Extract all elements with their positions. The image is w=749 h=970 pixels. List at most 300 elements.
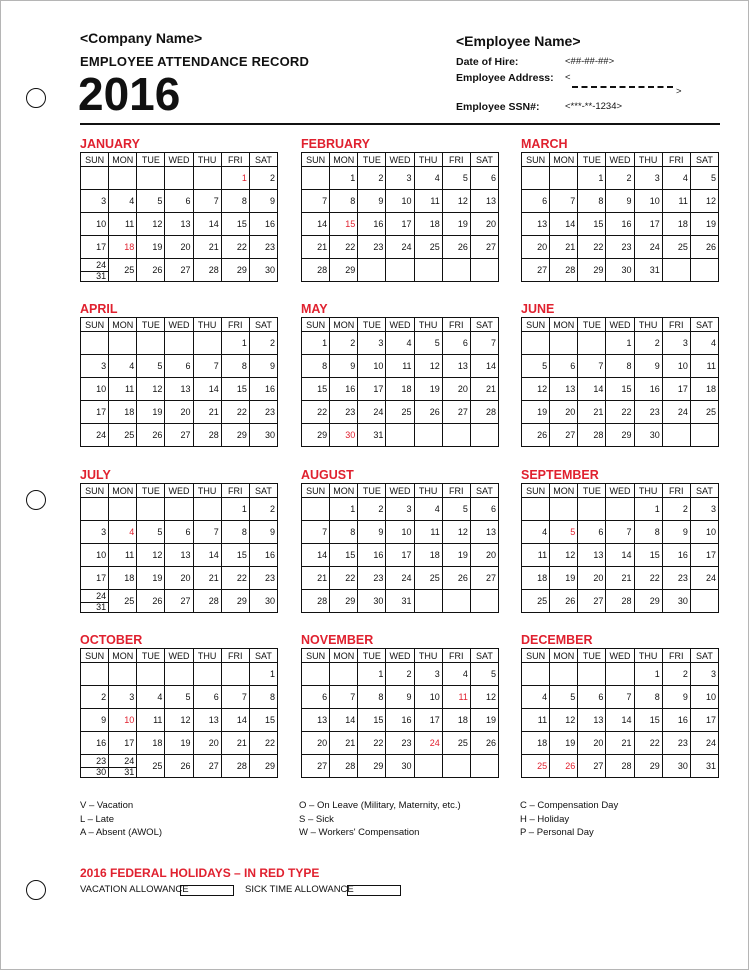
day-cell[interactable] (81, 755, 109, 778)
day-cell[interactable]: 29 (330, 590, 358, 613)
day-cell[interactable]: 4 (414, 167, 442, 190)
day-cell[interactable]: 7 (470, 332, 498, 355)
day-cell[interactable]: 21 (606, 732, 634, 755)
day-cell[interactable]: 17 (634, 213, 662, 236)
day-cell[interactable]: 15 (249, 709, 277, 732)
day-cell[interactable]: 8 (221, 190, 249, 213)
day-cell[interactable]: 14 (606, 709, 634, 732)
day-cell[interactable]: 30 (358, 590, 386, 613)
day-cell[interactable]: 8 (221, 521, 249, 544)
day-cell[interactable]: 31 (690, 755, 718, 778)
day-cell[interactable]: 9 (358, 190, 386, 213)
day-cell[interactable]: 3 (386, 167, 414, 190)
day-cell[interactable]: 30 (249, 590, 277, 613)
day-cell[interactable]: 8 (358, 686, 386, 709)
day-cell[interactable]: 11 (662, 190, 690, 213)
day-cell[interactable]: 21 (550, 236, 578, 259)
day-cell[interactable]: 24 (386, 567, 414, 590)
day-cell[interactable] (470, 424, 498, 447)
day-cell[interactable]: 13 (165, 213, 193, 236)
day-cell[interactable] (414, 590, 442, 613)
day-cell[interactable]: 6 (302, 686, 330, 709)
day-cell[interactable]: 10 (386, 521, 414, 544)
day-cell[interactable]: 27 (522, 259, 550, 282)
day-cell[interactable]: 26 (690, 236, 718, 259)
day-cell[interactable]: 20 (470, 544, 498, 567)
day-cell[interactable]: 31 (634, 259, 662, 282)
day-cell[interactable]: 27 (470, 236, 498, 259)
day-cell[interactable]: 22 (221, 567, 249, 590)
day-cell[interactable] (137, 663, 165, 686)
day-cell[interactable]: 16 (358, 213, 386, 236)
day-cell[interactable]: 18 (137, 732, 165, 755)
day-cell[interactable]: 30 (386, 755, 414, 778)
day-cell[interactable]: 23 (358, 567, 386, 590)
day-cell[interactable] (662, 259, 690, 282)
day-cell[interactable]: 4 (442, 663, 470, 686)
day-cell[interactable] (414, 259, 442, 282)
day-cell[interactable] (109, 498, 137, 521)
day-cell[interactable]: 21 (330, 732, 358, 755)
day-cell[interactable]: 19 (137, 236, 165, 259)
day-cell[interactable] (137, 167, 165, 190)
day-cell[interactable]: 13 (470, 190, 498, 213)
day-cell[interactable]: 12 (414, 355, 442, 378)
day-cell[interactable]: 14 (221, 709, 249, 732)
day-cell[interactable]: 4 (109, 355, 137, 378)
day-cell[interactable]: 11 (522, 544, 550, 567)
day-cell[interactable]: 8 (249, 686, 277, 709)
day-cell[interactable]: 18 (414, 213, 442, 236)
day-cell[interactable]: 16 (358, 544, 386, 567)
day-cell[interactable]: 12 (137, 213, 165, 236)
holiday-day-cell[interactable]: 24 (414, 732, 442, 755)
day-cell[interactable]: 4 (414, 498, 442, 521)
day-cell[interactable]: 2 (358, 167, 386, 190)
day-cell[interactable]: 22 (221, 401, 249, 424)
day-cell[interactable]: 22 (330, 567, 358, 590)
day-cell[interactable]: 5 (550, 686, 578, 709)
day-cell[interactable]: 14 (470, 355, 498, 378)
day-cell[interactable]: 24 (358, 401, 386, 424)
day-cell[interactable]: 28 (193, 259, 221, 282)
day-cell[interactable]: 12 (550, 709, 578, 732)
day-cell[interactable]: 25 (137, 755, 165, 778)
day-cell[interactable] (109, 167, 137, 190)
day-cell[interactable] (442, 259, 470, 282)
day-cell[interactable]: 27 (165, 424, 193, 447)
day-cell[interactable]: 17 (358, 378, 386, 401)
day-cell[interactable]: 14 (550, 213, 578, 236)
day-cell[interactable] (386, 424, 414, 447)
day-cell[interactable]: 28 (302, 259, 330, 282)
day-cell[interactable]: 26 (165, 755, 193, 778)
day-cell[interactable] (550, 332, 578, 355)
day-cell[interactable]: 24 (386, 236, 414, 259)
holiday-day-cell[interactable]: 5 (550, 521, 578, 544)
day-cell[interactable]: 22 (221, 236, 249, 259)
day-cell[interactable] (81, 498, 109, 521)
day-cell[interactable]: 2 (330, 332, 358, 355)
holiday-day-cell[interactable]: 4 (109, 521, 137, 544)
day-cell[interactable]: 26 (442, 236, 470, 259)
day-cell[interactable]: 10 (690, 686, 718, 709)
day-cell[interactable]: 19 (165, 732, 193, 755)
day-cell[interactable]: 2 (662, 663, 690, 686)
day-cell[interactable]: 16 (249, 378, 277, 401)
day-cell[interactable]: 17 (386, 213, 414, 236)
day-cell[interactable]: 22 (606, 401, 634, 424)
day-cell[interactable]: 22 (634, 567, 662, 590)
day-cell[interactable] (522, 663, 550, 686)
day-cell[interactable]: 26 (442, 567, 470, 590)
day-cell[interactable]: 14 (193, 213, 221, 236)
day-cell[interactable]: 26 (137, 259, 165, 282)
day-cell[interactable]: 5 (137, 355, 165, 378)
day-cell[interactable]: 19 (442, 213, 470, 236)
day-cell[interactable]: 15 (221, 378, 249, 401)
day-cell[interactable]: 16 (249, 544, 277, 567)
day-cell[interactable]: 15 (302, 378, 330, 401)
day-cell[interactable]: 16 (330, 378, 358, 401)
day-cell[interactable]: 12 (137, 544, 165, 567)
day-cell[interactable]: 6 (522, 190, 550, 213)
day-cell[interactable]: 9 (249, 190, 277, 213)
holiday-day-cell[interactable]: 18 (109, 236, 137, 259)
day-cell[interactable]: 19 (550, 567, 578, 590)
day-cell[interactable]: 21 (578, 401, 606, 424)
day-cell[interactable]: 7 (302, 190, 330, 213)
day-cell[interactable]: 8 (606, 355, 634, 378)
day-cell[interactable]: 30 (606, 259, 634, 282)
day-cell[interactable]: 19 (522, 401, 550, 424)
day-cell[interactable]: 13 (165, 544, 193, 567)
day-cell[interactable]: 20 (165, 567, 193, 590)
day-cell[interactable]: 20 (578, 567, 606, 590)
day-cell[interactable]: 26 (550, 590, 578, 613)
holiday-day-cell[interactable]: 26 (550, 755, 578, 778)
day-cell[interactable]: 19 (690, 213, 718, 236)
day-cell[interactable]: 29 (578, 259, 606, 282)
day-cell[interactable]: 7 (193, 355, 221, 378)
day-cell[interactable]: 25 (662, 236, 690, 259)
day-cell[interactable]: 11 (414, 190, 442, 213)
day-cell[interactable]: 14 (302, 213, 330, 236)
day-cell[interactable]: 27 (578, 590, 606, 613)
day-cell[interactable]: 20 (522, 236, 550, 259)
day-cell[interactable]: 1 (221, 332, 249, 355)
day-cell[interactable]: 29 (302, 424, 330, 447)
day-cell[interactable]: 23 (634, 401, 662, 424)
day-cell[interactable]: 6 (165, 190, 193, 213)
day-cell[interactable]: 8 (330, 190, 358, 213)
day-cell[interactable]: 25 (690, 401, 718, 424)
day-cell[interactable]: 10 (634, 190, 662, 213)
day-cell[interactable]: 7 (193, 521, 221, 544)
day-cell[interactable]: 11 (109, 378, 137, 401)
day-cell[interactable]: 5 (442, 167, 470, 190)
day-cell[interactable]: 29 (634, 755, 662, 778)
day-cell[interactable]: 5 (522, 355, 550, 378)
day-cell[interactable]: 6 (470, 498, 498, 521)
day-cell[interactable]: 29 (358, 755, 386, 778)
day-cell[interactable]: 10 (81, 544, 109, 567)
day-cell[interactable]: 27 (550, 424, 578, 447)
day-cell[interactable]: 29 (330, 259, 358, 282)
day-cell[interactable] (662, 424, 690, 447)
day-cell[interactable]: 27 (165, 590, 193, 613)
day-cell[interactable]: 1 (606, 332, 634, 355)
day-cell[interactable]: 26 (414, 401, 442, 424)
day-cell[interactable]: 3 (81, 355, 109, 378)
day-cell[interactable]: 30 (249, 259, 277, 282)
day-cell[interactable]: 20 (578, 732, 606, 755)
day-cell[interactable]: 13 (522, 213, 550, 236)
day-cell[interactable]: 28 (550, 259, 578, 282)
day-cell[interactable]: 26 (137, 590, 165, 613)
day-cell[interactable] (690, 424, 718, 447)
day-cell[interactable]: 10 (81, 378, 109, 401)
day-cell[interactable] (109, 332, 137, 355)
day-cell[interactable]: 9 (386, 686, 414, 709)
day-cell[interactable]: 12 (165, 709, 193, 732)
day-cell[interactable]: 5 (414, 332, 442, 355)
day-cell[interactable]: 23 (330, 401, 358, 424)
day-cell[interactable] (386, 259, 414, 282)
day-cell[interactable]: 27 (442, 401, 470, 424)
day-cell[interactable]: 15 (606, 378, 634, 401)
day-cell[interactable]: 18 (522, 567, 550, 590)
day-cell[interactable] (414, 424, 442, 447)
day-cell[interactable]: 15 (634, 709, 662, 732)
day-cell[interactable]: 3 (358, 332, 386, 355)
day-cell[interactable]: 12 (522, 378, 550, 401)
day-cell[interactable] (414, 755, 442, 778)
holiday-day-cell[interactable]: 10 (109, 709, 137, 732)
day-cell[interactable]: 27 (578, 755, 606, 778)
day-cell[interactable]: 18 (414, 544, 442, 567)
day-cell[interactable] (470, 755, 498, 778)
holiday-day-cell[interactable]: 30 (330, 424, 358, 447)
day-cell[interactable]: 18 (442, 709, 470, 732)
day-cell[interactable]: 25 (109, 424, 137, 447)
day-cell[interactable]: 30 (249, 424, 277, 447)
day-cell[interactable]: 20 (165, 236, 193, 259)
day-cell[interactable]: 21 (193, 567, 221, 590)
day-cell[interactable]: 6 (470, 167, 498, 190)
day-cell[interactable] (137, 498, 165, 521)
day-cell[interactable]: 7 (578, 355, 606, 378)
day-cell[interactable]: 18 (690, 378, 718, 401)
day-cell[interactable]: 23 (249, 567, 277, 590)
day-cell[interactable]: 19 (414, 378, 442, 401)
day-cell[interactable]: 2 (249, 498, 277, 521)
day-cell[interactable]: 7 (606, 521, 634, 544)
day-cell[interactable]: 14 (578, 378, 606, 401)
day-cell[interactable]: 3 (81, 190, 109, 213)
day-cell[interactable]: 25 (109, 590, 137, 613)
day-cell[interactable]: 9 (249, 521, 277, 544)
day-cell[interactable]: 16 (634, 378, 662, 401)
day-cell[interactable]: 24 (81, 424, 109, 447)
day-cell[interactable]: 13 (578, 544, 606, 567)
day-cell[interactable]: 14 (302, 544, 330, 567)
day-cell[interactable]: 24 (690, 732, 718, 755)
day-cell[interactable] (81, 663, 109, 686)
day-cell[interactable]: 17 (414, 709, 442, 732)
day-cell[interactable]: 4 (109, 190, 137, 213)
day-cell[interactable]: 13 (470, 521, 498, 544)
day-cell[interactable]: 12 (690, 190, 718, 213)
day-cell[interactable]: 8 (221, 355, 249, 378)
day-cell[interactable]: 6 (165, 521, 193, 544)
day-cell[interactable]: 29 (221, 590, 249, 613)
day-cell[interactable]: 21 (470, 378, 498, 401)
day-cell[interactable] (81, 590, 109, 613)
day-cell[interactable]: 17 (81, 567, 109, 590)
day-cell[interactable]: 21 (221, 732, 249, 755)
day-cell[interactable]: 22 (634, 732, 662, 755)
day-cell[interactable]: 28 (221, 755, 249, 778)
day-cell[interactable]: 7 (221, 686, 249, 709)
day-cell[interactable]: 9 (634, 355, 662, 378)
day-cell[interactable]: 12 (550, 544, 578, 567)
day-cell[interactable]: 6 (442, 332, 470, 355)
holiday-day-cell[interactable]: 1 (221, 167, 249, 190)
day-cell[interactable] (81, 332, 109, 355)
day-cell[interactable]: 24 (634, 236, 662, 259)
day-cell[interactable]: 27 (193, 755, 221, 778)
day-cell[interactable] (330, 663, 358, 686)
day-cell[interactable] (442, 424, 470, 447)
day-cell[interactable]: 29 (606, 424, 634, 447)
day-cell[interactable]: 11 (386, 355, 414, 378)
day-cell[interactable]: 9 (330, 355, 358, 378)
day-cell[interactable]: 2 (358, 498, 386, 521)
day-cell[interactable]: 1 (634, 663, 662, 686)
day-cell[interactable]: 29 (221, 259, 249, 282)
day-cell[interactable]: 2 (606, 167, 634, 190)
day-cell[interactable]: 15 (358, 709, 386, 732)
day-cell[interactable]: 8 (634, 521, 662, 544)
day-cell[interactable]: 28 (578, 424, 606, 447)
day-cell[interactable]: 27 (302, 755, 330, 778)
day-cell[interactable]: 5 (165, 686, 193, 709)
day-cell[interactable]: 23 (606, 236, 634, 259)
holiday-day-cell[interactable]: 25 (522, 755, 550, 778)
day-cell[interactable]: 1 (302, 332, 330, 355)
day-cell[interactable]: 14 (330, 709, 358, 732)
day-cell[interactable]: 6 (578, 521, 606, 544)
day-cell[interactable]: 28 (193, 424, 221, 447)
day-cell[interactable]: 24 (690, 567, 718, 590)
day-cell[interactable]: 4 (690, 332, 718, 355)
day-cell[interactable] (578, 663, 606, 686)
day-cell[interactable]: 23 (249, 401, 277, 424)
day-cell[interactable]: 13 (550, 378, 578, 401)
day-cell[interactable]: 7 (330, 686, 358, 709)
day-cell[interactable]: 30 (634, 424, 662, 447)
day-cell[interactable] (302, 167, 330, 190)
day-cell[interactable]: 28 (606, 755, 634, 778)
day-cell[interactable]: 26 (137, 424, 165, 447)
day-cell[interactable]: 9 (606, 190, 634, 213)
day-cell[interactable] (522, 332, 550, 355)
day-cell[interactable]: 30 (662, 755, 690, 778)
day-cell[interactable]: 2 (634, 332, 662, 355)
day-cell[interactable]: 22 (302, 401, 330, 424)
day-cell[interactable]: 10 (690, 521, 718, 544)
holiday-day-cell[interactable]: 11 (442, 686, 470, 709)
day-cell[interactable]: 3 (634, 167, 662, 190)
day-cell[interactable]: 21 (193, 236, 221, 259)
day-cell[interactable]: 4 (662, 167, 690, 190)
day-cell[interactable]: 26 (522, 424, 550, 447)
day-cell[interactable]: 21 (193, 401, 221, 424)
day-cell[interactable]: 18 (386, 378, 414, 401)
day-cell[interactable]: 16 (386, 709, 414, 732)
day-cell[interactable]: 13 (442, 355, 470, 378)
day-cell[interactable]: 11 (109, 213, 137, 236)
day-cell[interactable]: 4 (386, 332, 414, 355)
day-cell[interactable] (221, 663, 249, 686)
day-cell[interactable]: 3 (386, 498, 414, 521)
day-cell[interactable]: 7 (302, 521, 330, 544)
day-cell[interactable]: 18 (522, 732, 550, 755)
day-cell[interactable]: 22 (249, 732, 277, 755)
day-cell[interactable]: 14 (193, 544, 221, 567)
day-cell[interactable]: 10 (414, 686, 442, 709)
day-cell[interactable]: 17 (690, 709, 718, 732)
day-cell[interactable]: 23 (249, 236, 277, 259)
holiday-day-cell[interactable]: 15 (330, 213, 358, 236)
day-cell[interactable]: 9 (662, 521, 690, 544)
day-cell[interactable]: 15 (578, 213, 606, 236)
day-cell[interactable]: 19 (550, 732, 578, 755)
day-cell[interactable]: 2 (249, 332, 277, 355)
day-cell[interactable]: 3 (81, 521, 109, 544)
employee-ssn-value[interactable]: <***-**-1234> (565, 101, 623, 112)
day-cell[interactable]: 13 (578, 709, 606, 732)
day-cell[interactable] (193, 332, 221, 355)
day-cell[interactable]: 20 (165, 401, 193, 424)
day-cell[interactable]: 4 (522, 521, 550, 544)
day-cell[interactable]: 3 (109, 686, 137, 709)
day-cell[interactable]: 18 (662, 213, 690, 236)
day-cell[interactable]: 6 (193, 686, 221, 709)
day-cell[interactable]: 12 (137, 378, 165, 401)
day-cell[interactable]: 1 (249, 663, 277, 686)
day-cell[interactable] (302, 498, 330, 521)
day-cell[interactable]: 18 (109, 401, 137, 424)
day-cell[interactable]: 28 (330, 755, 358, 778)
day-cell[interactable]: 11 (414, 521, 442, 544)
day-cell[interactable]: 11 (690, 355, 718, 378)
day-cell[interactable]: 2 (662, 498, 690, 521)
day-cell[interactable]: 9 (662, 686, 690, 709)
day-cell[interactable]: 31 (358, 424, 386, 447)
day-cell[interactable]: 1 (578, 167, 606, 190)
day-cell[interactable]: 18 (109, 567, 137, 590)
day-cell[interactable]: 21 (302, 236, 330, 259)
day-cell[interactable]: 22 (578, 236, 606, 259)
day-cell[interactable]: 10 (81, 213, 109, 236)
day-cell[interactable]: 17 (81, 236, 109, 259)
employee-address-value[interactable]: < (565, 72, 571, 83)
day-cell[interactable]: 10 (662, 355, 690, 378)
day-cell[interactable] (522, 498, 550, 521)
day-cell[interactable]: 3 (690, 498, 718, 521)
